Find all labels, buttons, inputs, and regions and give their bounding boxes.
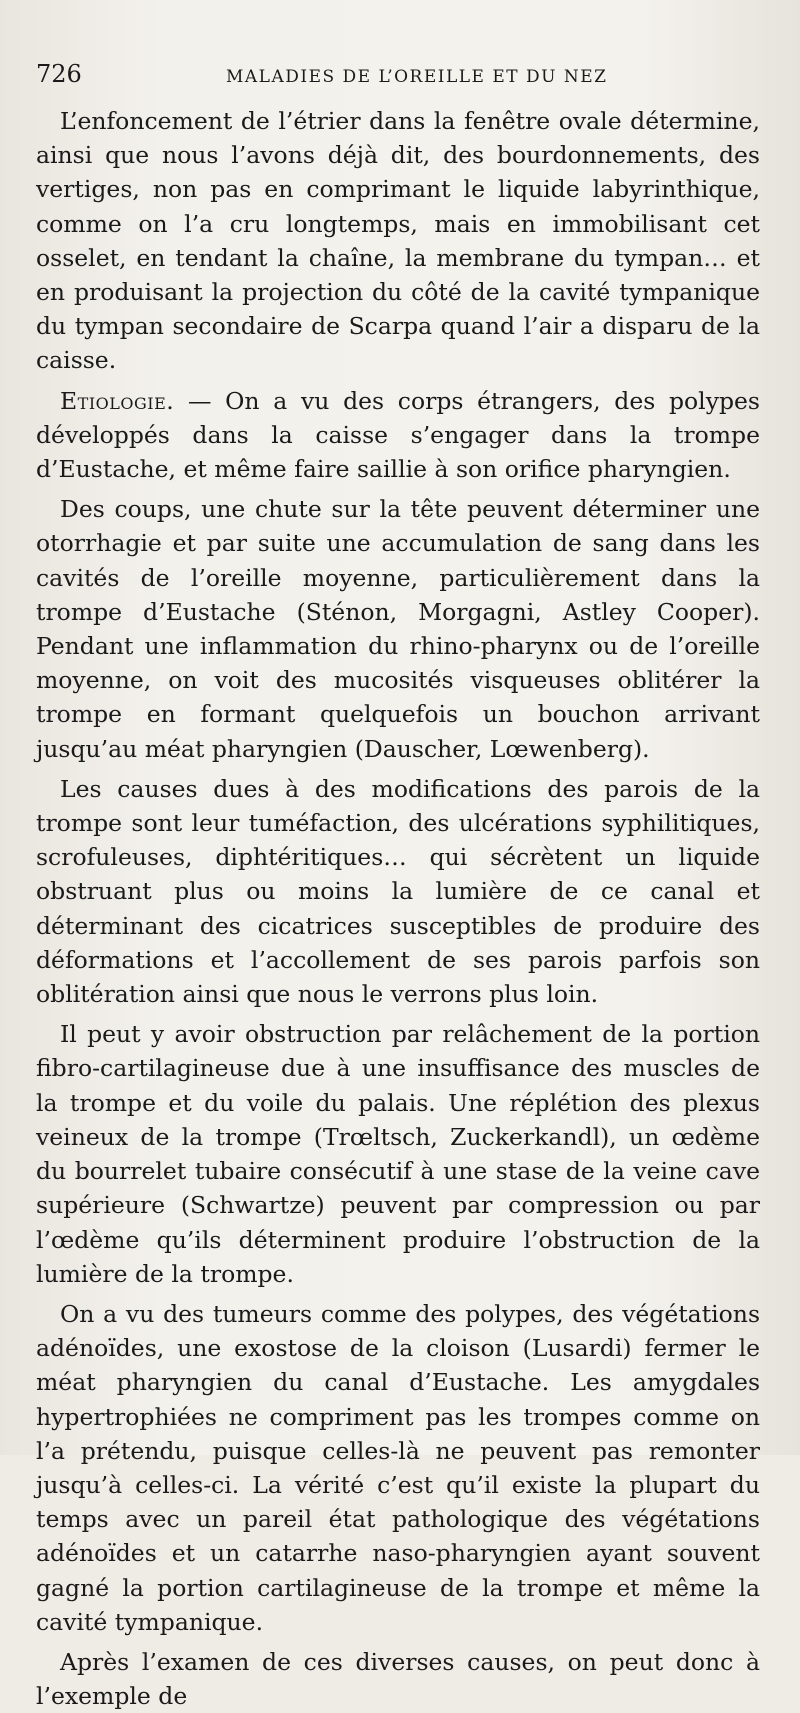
running-head: MALADIES DE L’OREILLE ET DU NEZ xyxy=(226,67,608,87)
paragraph-obstruction: Il peut y avoir obstruction par relâchement de la portion fibro-cartilagineuse due à une insuffisance des muscles de la trompe et du voile du palais. Une réplétion des plexus veineux de la trompe (Trœltsch, Zuckerkandl), un œdème du bourrelet tubaire consécutif à une stase de la veine cave supérieure (Schwartze) peuvent par compression ou par l’œdème qu’ils déterminent produire l’obstruction de la lumière de la trompe. xyxy=(36,1020,760,1288)
paragraph-etiologie xyxy=(36,384,760,487)
paragraph-etrier: L’enfoncement de l’étrier dans la fenêtre ovale détermine, ainsi que nous l’avons déjà dit, des bourdonnements, des vertiges, non pas en comprimant le liquide labyrinthique, comme on l’a cru longtemps, mais en immobilisant cet osselet, en tendant la chaîne, la membrane du tympan… et en produisant la projection du côté de la cavité tympanique du tympan secondaire de Scarpa quand l’air a disparu de la caisse. xyxy=(36,107,760,375)
page-header xyxy=(36,60,760,104)
paragraph-coups: Des coups, une chute sur la tête peuvent déterminer une otorrhagie et par suite une accumulation de sang dans les cavités de l’oreille moyenne, particulièrement dans la trompe d’Eustache (Sténon, Morgagni, Astley Cooper). Pendant une inflammation du rhino-pharynx ou de l’oreille moyenne, on voit des mucosités visqueuses oblitérer la trompe en formant quelquefois un bouchon arrivant jusqu’au méat pharyngien (Dauscher, Lœwenberg). xyxy=(36,495,760,763)
page-body xyxy=(36,104,760,1713)
paragraph-tumeurs: On a vu des tumeurs comme des polypes, des végétations adénoïdes, une exostose de la cloison (Lusardi) fermer le méat pharyngien du canal d’Eustache. Les amygdales hypertrophiées ne compriment pas les trompes comme on l’a prétendu, puisque celles-là ne peuvent pas remonter jusqu’à celles-ci. La vérité c’est qu’il existe la plupart du temps avec un pareil état pathologique des végétations adénoïdes et un catarrhe naso-pharyngien ayant souvent gagné la portion cartilagineuse de la trompe et même la cavité tympanique. xyxy=(36,1299,760,1636)
page-number: 726 xyxy=(36,60,82,88)
paragraph-causes-parois: Les causes dues à des modifications des parois de la trompe sont leur tuméfaction, des ulcérations syphilitiques, scrofuleuses, diphtéritiques… qui sécrètent un liquide obstruant plus ou moins la lumière de ce canal et déterminant des cicatrices susceptibles de produire des déformations et l’accollement de ses parois parfois son oblitération ainsi que nous le verrons plus loin. xyxy=(36,774,760,1009)
paragraph-apres-examen: Après l’examen de ces diverses causes, on peut donc à l’exemple de xyxy=(36,1647,760,1711)
etiologie-text: — On a vu des corps étrangers, des polypes développés dans la caisse s’engager dans la trompe d’Eustache, et même faire saillie à son orifice pharyngien. xyxy=(36,386,760,484)
section-heading-etiologie: Etiologie. xyxy=(60,386,175,415)
